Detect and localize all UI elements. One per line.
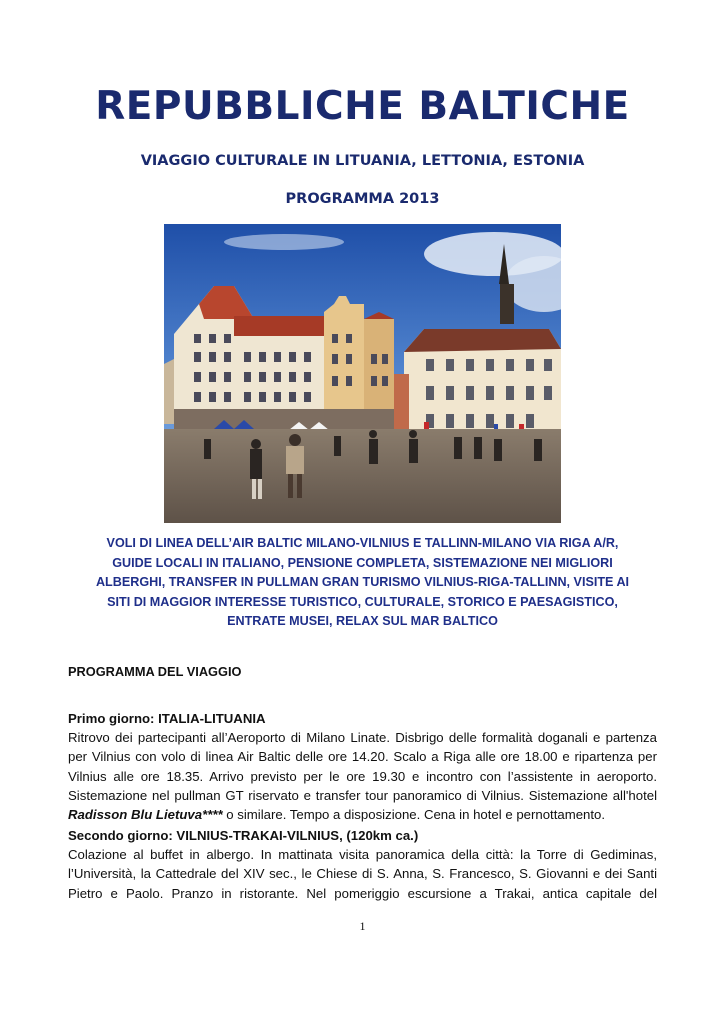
program-year: PROGRAMMA 2013 [285, 191, 440, 207]
day-two-line: Pietro e Paolo. Pranzo in ristorante. Nel pomeriggio escursione a Trakai, antica capitale del [68, 885, 657, 901]
day-one-line: Sistemazione nel pullman GT riservato e transfer tour panoramico di Vilnius. Sistemazione all'hotel [68, 787, 657, 803]
main-title: REPUBBLICHE BALTICHE [95, 84, 630, 129]
highlight-line: GUIDE LOCALI IN ITALIANO, PENSIONE COMPLETA, SISTEMAZIONE NEI MIGLIORI [112, 555, 613, 570]
subtitle: VIAGGIO CULTURALE IN LITUANIA, LETTONIA, ESTONIA [140, 153, 585, 169]
trip-highlights [66, 534, 659, 632]
day-one-heading: Primo giorno: ITALIA-LITUANIA [68, 711, 266, 726]
day-one-last-line [68, 805, 657, 824]
highlight-line: ENTRATE MUSEI, RELAX SUL MAR BALTICO [227, 614, 498, 628]
highlight-line: ALBERGHI, TRANSFER IN PULLMAN GRAN TURISMO VILNIUS-RIGA-TALLINN, VISITE AI [95, 575, 630, 589]
day-two-line: Colazione al buffet in albergo. In mattinata visita panoramica della città: la Torre di Gediminas, [68, 847, 657, 863]
day-one-line: per Vilnius con volo di linea Air Baltic delle ore 14.20. Scalo a Riga alle ore 18.00 e ripartenza per [68, 749, 657, 765]
highlight-line: VOLI DI LINEA DELL’AIR BALTIC MILANO-VILNIUS E TALLINN-MILANO VIA RIGA A/R, [106, 536, 619, 550]
day-two-heading: Secondo giorno: VILNIUS-TRAKAI-VILNIUS, (120km ca.) [68, 828, 419, 843]
day-one-line: Vilnius alle ore 18.35. Arrivo previsto per le ore 19.30 e incontro con l’assistente in aeroporto. [68, 768, 657, 784]
day-two [68, 826, 657, 903]
hotel-details: o similare. Tempo a disposizione. Cena in hotel e pernottamento. [222, 807, 606, 823]
day-two-line: l’Università, la Cattedrale del XIV sec., le Chiese di S. Anna, S. Francesco, S. Giovanni e dei Santi [68, 866, 657, 882]
page-number: 1 [359, 919, 366, 933]
day-one-line: Ritrovo dei partecipanti all’Aeroporto di Milano Linate. Disbrigo delle formalità doganali e partenza [68, 730, 657, 746]
highlight-line: SITI DI MAGGIOR INTERESSE TURISTICO, CULTURALE, STORICO E PAESAGISTICO, [107, 594, 618, 609]
town-square-illustration [164, 224, 561, 523]
town-square-photo [164, 224, 561, 523]
day-one [68, 709, 657, 824]
program-section-title: PROGRAMMA DEL VIAGGIO [68, 664, 242, 679]
hotel-name: Radisson Blu Lietuva**** [68, 807, 223, 823]
